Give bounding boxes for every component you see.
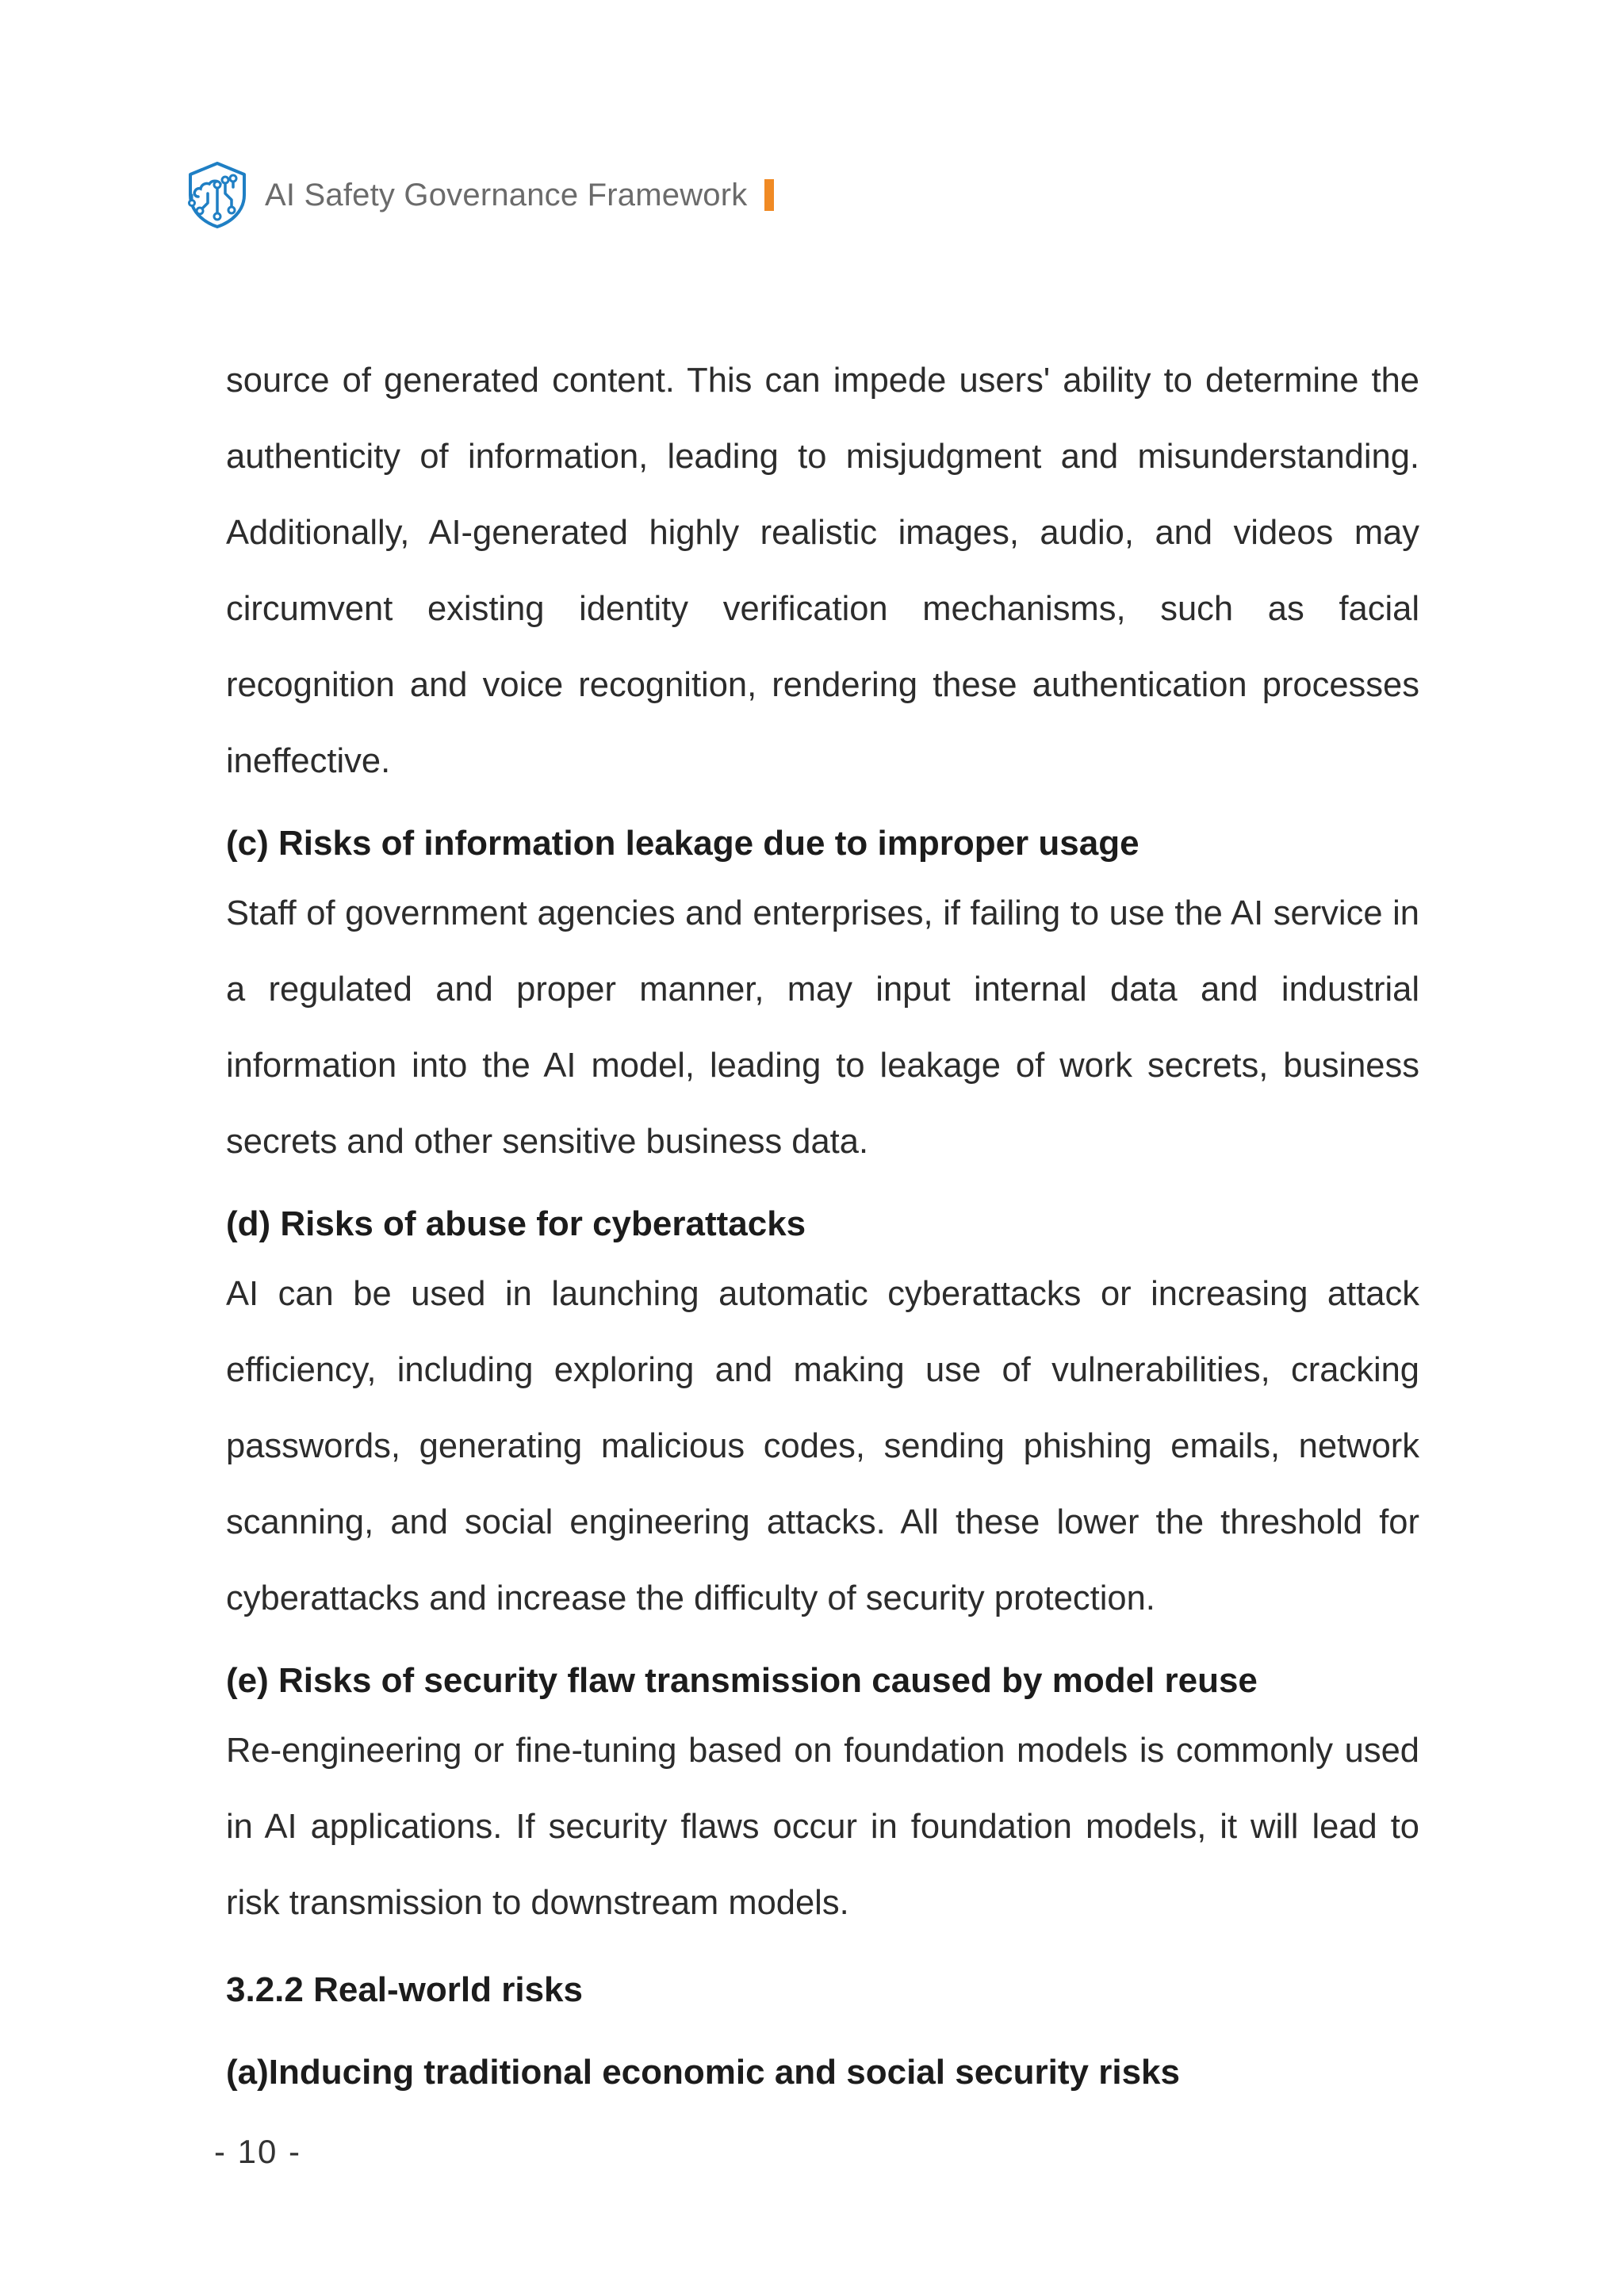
page-content (226, 343, 1419, 2104)
heading-d: (d) Risks of abuse for cyberattacks (226, 1204, 806, 1243)
heading-c: (c) Risks of information leakage due to improper usage (226, 824, 1139, 863)
page-number: - 10 - (214, 2133, 302, 2170)
paragraph-intro: source of generated content. This can impede users' ability to determine the authenticity of information, leading to misjudgment and misunderstanding. Additionally, AI-generated highly realistic images, audio, and videos may circumvent existing identity verification mechanisms, such as facial recognition and voice recognition, rendering these authentication processes ineffective. (226, 362, 1419, 780)
document-title: AI Safety Governance Framework (265, 177, 748, 212)
header-accent-bar (764, 179, 774, 211)
paragraph-c: Staff of government agencies and enterprises, if failing to use the AI service in a regulated and proper manner, may input internal data and industrial information into the AI model, leading to leakage of work secrets, business secrets and other sensitive business data. (226, 894, 1419, 1161)
paragraph-e: Re-engineering or fine-tuning based on foundation models is commonly used in AI applications. If security flaws occur in foundation models, it will lead to risk transmission to downstream models. (226, 1732, 1419, 1922)
paragraph-d: AI can be used in launching automatic cyberattacks or increasing attack efficiency, including exploring and making use of vulnerabilities, cracking passwords, generating malicious codes, sending phishing emails, network scanning, and social engineering attacks. All these lower the threshold for cyberattacks and increase the difficulty of security protection. (226, 1275, 1419, 1617)
heading-e: (e) Risks of security flaw transmission caused by model reuse (226, 1661, 1258, 1700)
section-heading-3-2-2: 3.2.2 Real-world risks (226, 1970, 583, 2009)
page-header (181, 155, 774, 235)
heading-a: (a)Inducing traditional economic and social security risks (226, 2053, 1180, 2092)
cloud-circuit-shield-icon (181, 159, 254, 232)
